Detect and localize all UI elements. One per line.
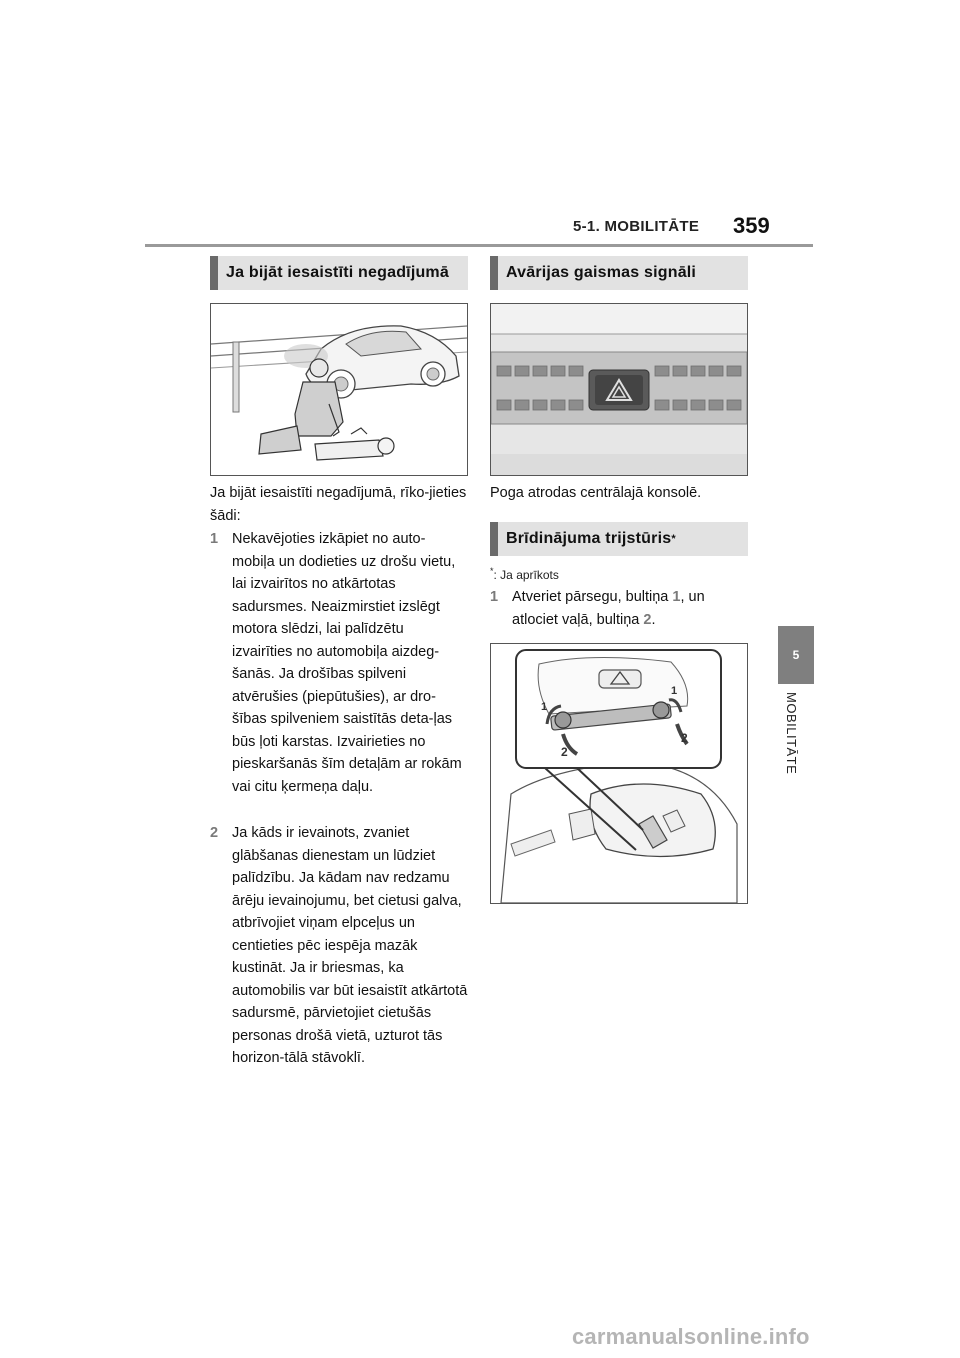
section-heading-accident — [210, 256, 468, 290]
chapter-tab: 5 — [778, 626, 814, 684]
hazard-button-illustration — [490, 303, 748, 476]
section-heading-hazard-text: Avārijas gaismas signāli — [506, 264, 697, 281]
triangle-step-1 — [490, 586, 748, 631]
accident-step-2 — [210, 822, 468, 1070]
section-heading-accident-text: Ja bijāt iesaistīti negadījumā — [226, 264, 449, 281]
running-header-section: 5-1. MOBILITĀTE — [573, 218, 700, 235]
section-heading-triangle: Brīdinājuma trijstūris * — [490, 522, 748, 556]
section-heading-hazard — [490, 256, 748, 290]
step-text: Nekavējoties izkāpiet no auto-mobiļa un dodieties uz drošu vietu, lai izvairītos no atkārtotas sadursmes. Neaizmirstiet izslēgt motora slēdzi, lai palīdzētu izvairīties no automobiļa aizdeg-šanās. Ja drošības spilveni atvērušies (piepūtušies), ar dro-šības spilveniem saistītās deta-ļas būs ļoti karstas. Izvairieties no pieskaršanās šīm detaļām ar rokām vai citu ķermeņa daļu. — [232, 531, 462, 795]
arrow-ref-1: 1 — [672, 589, 681, 605]
step-text-part: . — [651, 611, 656, 628]
accident-illustration — [210, 303, 468, 476]
figure-arrow-label-2: 2 — [561, 745, 568, 759]
step-number: 2 — [210, 825, 219, 841]
note-text: : Ja aprīkots — [493, 568, 559, 582]
chapter-tab-label — [784, 692, 808, 792]
step-text: Ja kāds ir ievainots, zvaniet glābšanas dienestam un lūdziet palīdzību. Ja kādam nav redzamu ārēju ievainojumu, bet cietusi galva, atbrīvojiet viņam elpceļus un centieties pēc iespēja mazāk kustināt. Ja ir briesmas, ka automobilis var būt iesaistīt atkārtotā sadursmē, pārvietojiet cietušās personas drošā vietā, uzturot tās horizon-tālā stāvoklī. — [232, 825, 468, 1066]
arrow-ref-2: 2 — [643, 611, 652, 628]
step-number: 1 — [210, 531, 219, 547]
step-number: 1 — [490, 589, 499, 605]
chapter-tab-label-text: MOBILITĀTE — [784, 692, 799, 775]
watermark: carmanualsonline.info — [572, 1324, 810, 1349]
page-number: 359 — [733, 213, 770, 238]
note-footnote-mark: * — [490, 566, 494, 576]
warning-triangle-illustration — [490, 643, 748, 904]
optional-equipment-note — [490, 566, 748, 582]
hazard-button-drawing — [491, 304, 747, 475]
figure-arrow-label-1: 1 — [541, 701, 548, 713]
accident-illustration-drawing — [211, 304, 467, 475]
figure-arrow-label-2b: 2 — [681, 731, 688, 745]
accident-intro: Ja bijāt iesaistīti negadījumā, rīko-jieties šādi: — [210, 485, 467, 524]
step-text-part: , un atlociet vaļā, bultiņa — [512, 589, 705, 628]
header-divider — [145, 244, 813, 247]
step-text-part: Atveriet pārsegu, bultiņa — [512, 589, 673, 605]
step-text — [490, 586, 748, 631]
hazard-caption: Poga atrodas centrālajā konsolē. — [490, 485, 702, 501]
warning-triangle-drawing — [491, 644, 747, 903]
figure-arrow-label-1b: 1 — [671, 685, 678, 697]
accident-step-1 — [210, 528, 468, 798]
section-heading-triangle-text: Brīdinājuma trijstūris — [506, 530, 672, 547]
